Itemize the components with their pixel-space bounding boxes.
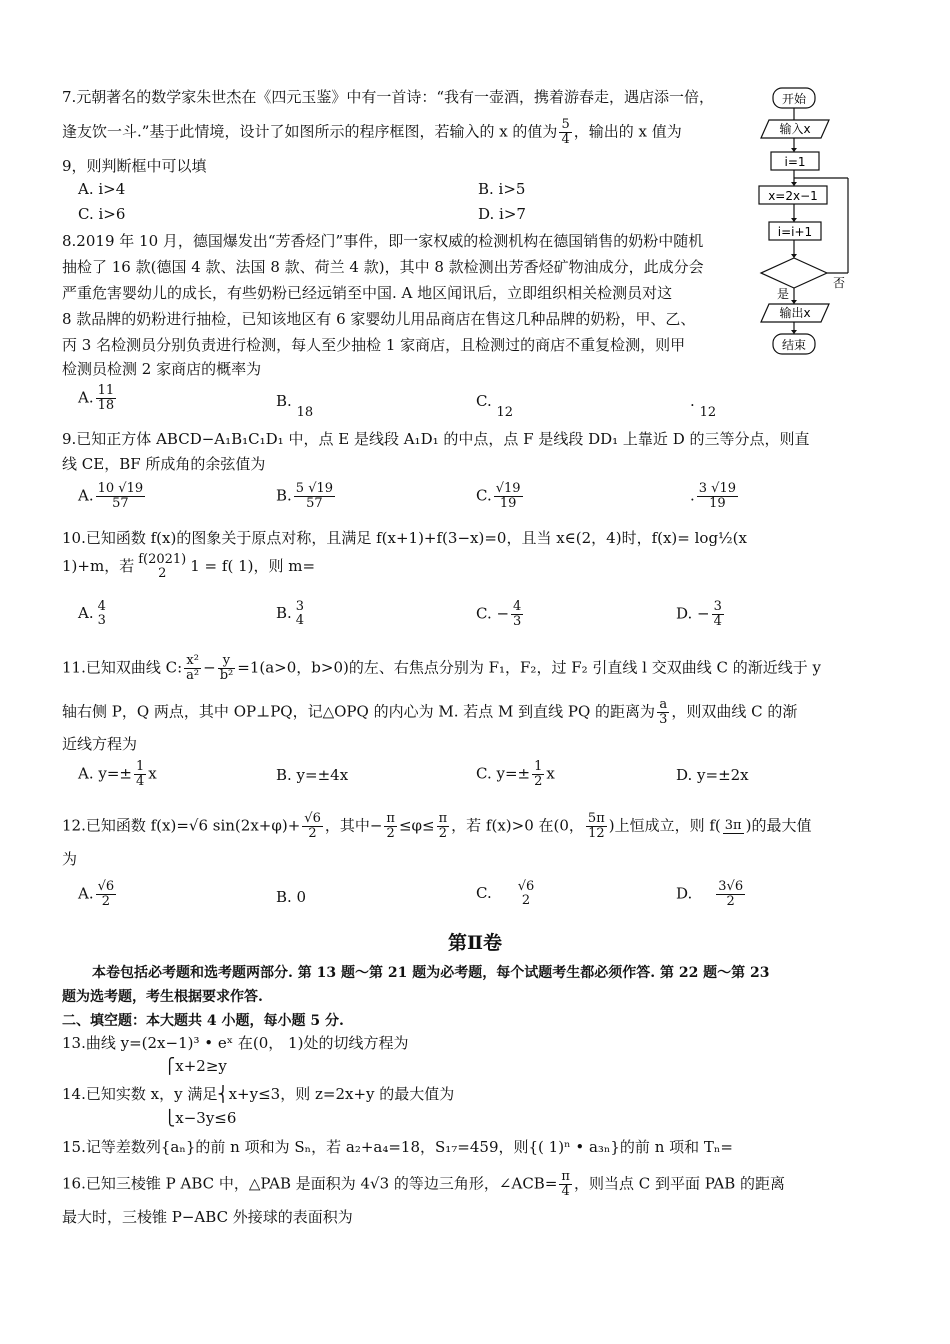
q9-option-b-label: B. [276,486,292,505]
q14-lead: 14.已知实数 x，y 满足 [62,1085,218,1103]
q12-option-a-label: A. [78,884,94,903]
flow-yes-label: 是 [776,287,790,301]
q9-option-b-den: 57 [306,496,323,511]
q12-option-c-fraction [516,880,537,908]
q12-option-d-fraction [716,880,745,909]
flow-step1-label: x=2x−1 [768,189,818,203]
q11-x-den: a² [186,668,200,683]
q8-option-c-den: 12 [496,405,514,420]
q12-option-c [476,880,538,908]
q10-line2-a: 1)+m，若 [62,557,135,575]
q11-option-b: B. y=±4x [276,766,349,784]
q7-input-fraction [559,118,571,147]
q9-line1: 9.已知正方体 ABCD−A₁B₁C₁D₁ 中，点 E 是线段 A₁D₁ 的中点，点 F 是线段 DD₁ 上靠近 D 的三等分点，则直 [62,430,810,448]
q10-option-b-fraction [294,600,306,628]
q9-option-d-fraction [697,482,738,511]
q9-option-c-label: C. [476,486,492,505]
q8-option-d-den: 12 [699,405,717,420]
q7-line2-a: 逢友饮一斗.”基于此情境，设计了如图所示的程序框图，若输入的 x 的值为 [62,122,558,141]
q12-line1 [62,812,811,841]
flow-init-label: i=1 [784,155,806,169]
program-flowchart [755,82,865,362]
flow-end-label: 结束 [781,338,807,352]
q12-interval-den: 12 [588,826,605,841]
q11-x-num: x² [184,654,201,669]
q11-y-fraction [218,654,236,683]
q9-line2: 线 CE，BF 所成角的余弦值为 [62,455,266,473]
q12-line1-d: ，若 f(x)>0 在(0， [451,816,584,835]
q10-option-a-num: 4 [97,599,106,614]
q12-line1-e: )上恒成立，则 f( [608,816,721,835]
q11-line1-a: 11.已知双曲线 C: [62,658,183,677]
q16-line1-a: 16.已知三棱锥 P ABC 中，△PAB 是面积为 4√3 的等边三角形，∠ACB= [62,1174,558,1193]
q11-line2 [62,698,797,727]
q12-option-b: B. 0 [276,888,307,906]
q9-option-a-den: 57 [112,496,129,511]
q12-f-fraction [302,812,323,841]
q11-dist-den: 3 [659,712,668,727]
q12-phi-left-fraction [384,812,397,841]
q7-option-d: D. i>7 [478,205,526,223]
q10-line2 [62,553,315,581]
q10-option-b-den: 4 [295,613,305,628]
q8-option-a-den: 18 [97,398,115,413]
q10-option-b [276,600,308,628]
q16-angle-num: π [561,1169,570,1184]
q8-option-a-num: 11 [97,383,115,398]
q10-option-d-den: 4 [713,614,722,629]
q11-y-den: b² [219,668,234,683]
q13-text: 13.曲线 y=(2x−1)³ • eˣ 在(0， 1)处的切线方程为 [62,1034,409,1052]
q10-frac-num: f(2021) [138,552,187,567]
q10-option-a-den: 3 [97,613,106,628]
q12-f-den: 2 [308,826,317,841]
q11-option-c-fraction [532,760,544,789]
q7-line3: 9，则判断框中可以填 [62,157,207,175]
q10-option-a [78,600,110,628]
q9-option-c-den: 19 [499,496,517,511]
q12-line1-a: 12.已知函数 f(x)=√6 sin(2x+φ)+ [62,816,301,835]
q12-line1-c: ≤φ≤ [398,816,435,835]
q12-phi-left-num: π [386,811,395,826]
q10-option-c-num: 4 [513,599,522,614]
q8-option-a-fraction [96,384,117,413]
q14-constraint-2: x+y≤3 [228,1085,281,1103]
q9-option-d [690,482,740,511]
q8-option-b [276,392,314,420]
flow-no-label: 否 [832,276,846,290]
q8-option-b-den: 18 [296,405,314,420]
q9-option-c-num: √19 [495,481,521,496]
q8-option-d-label: . [690,392,695,410]
q8-option-b-label: B. [276,392,292,410]
q10-option-a-fraction [96,600,108,628]
q9-option-d-den: 19 [709,496,726,511]
q9-option-b [276,482,337,511]
q7-line1: 7.元朝著名的数学家朱世杰在《四元玉鉴》中有一首诗：“我有一壶酒，携着游春走，遇店添一倍， [62,88,714,106]
q10-option-c-label: C. − [476,604,510,623]
q11-option-a [78,760,157,789]
q8-line6: 检测员检测 2 家商店的概率为 [62,360,262,378]
q14-constraint-3: ⎩x−3y≤6 [164,1109,237,1127]
q12-option-d-den: 2 [726,894,735,909]
q16-line1-b: ，则当点 C 到平面 PAB 的距离 [573,1174,786,1193]
q10-option-a-label: A. [78,604,94,622]
q8-option-d [690,392,717,420]
flow-input-label: 输入x [779,122,811,136]
q10-option-c [476,600,525,629]
q12-option-c-label: C. [476,884,492,902]
q9-option-a [78,482,147,511]
q12-line1-f: )的最大值 [745,816,812,835]
q12-option-a-num: √6 [97,879,115,894]
q15-text: 15.记等差数列{aₙ}的前 n 项和为 Sₙ，若 a₂+a₄=18，S₁₇=459，则{( 1)ⁿ • a₃ₙ}的前 n 项和 Tₙ= [62,1138,733,1156]
q9-option-a-num: 10 √19 [97,481,144,496]
q12-interval-num: 5π [587,811,605,826]
q7-input-num: 5 [561,117,570,132]
q9-option-d-num: 3 √19 [698,481,737,496]
q12-option-c-num: √6 [517,879,535,894]
q10-option-c-fraction [511,600,523,629]
q7-input-den: 4 [561,132,570,147]
q7-option-a: A. i>4 [78,180,126,198]
q12-option-d-num: 3√6 [718,879,744,894]
q7-line2 [62,118,682,147]
q12-phi-left-den: 2 [386,826,395,841]
q10-option-d-num: 3 [713,599,722,614]
q12-option-a-den: 2 [101,894,111,909]
q12-phi-right-den: 2 [438,826,448,841]
q8-option-a [78,384,118,413]
q10-frac-den: 2 [158,566,167,581]
q8-line5: 丙 3 名检测员分别负责进行检测，每人至少抽检 1 家商店，且检测过的商店不重复检测，则甲 [62,336,686,354]
q10-fraction [136,553,188,581]
q11-option-c-label: C. y=± [476,764,531,783]
flow-output-label: 输出x [779,306,811,320]
q10-option-c-den: 3 [513,614,522,629]
q11-option-c [476,760,555,789]
q8-option-c [476,392,514,420]
q9-option-a-label: A. [78,486,94,505]
q12-arg-num: 3π [724,818,742,833]
q10-option-d-label: D. − [676,604,710,623]
q11-line3: 近线方程为 [62,735,138,753]
q11-option-a-tail: x [148,764,157,783]
q14-constraint-1: ⎧x+2≥y [164,1057,227,1075]
flow-decision-node [761,258,827,288]
q10-line2-b: 1 = f( 1)，则 m= [190,557,316,575]
q10-option-d [676,600,726,629]
q9-option-c-fraction [494,482,523,511]
q12-option-a [78,880,118,909]
q8-option-c-label: C. [476,392,492,410]
q11-minus: − [203,658,216,677]
q11-line2-b: ，则双曲线 C 的渐 [671,702,798,721]
q9-option-a-fraction [96,482,146,511]
q14-tail: ，则 z=2x+y 的最大值为 [280,1085,455,1103]
q11-option-c-den: 2 [534,774,543,789]
q16-angle-fraction [559,1170,572,1199]
q12-phi-right-num: π [438,811,448,826]
q12-line2: 为 [62,850,78,868]
q11-line2-a: 轴右侧 P，Q 两点，其中 OP⊥PQ，记△OPQ 的内心为 M. 若点 M 到直线 PQ 的距离为 [62,702,656,721]
q11-line1-b: =1(a>0，b>0)的左、右焦点分别为 F₁，F₂，过 F₂ 引直线 l 交双曲线 C 的渐近线于 y [237,658,821,677]
part2-note-line2: 题为选考题，考生根据要求作答. [62,989,263,1005]
q16-angle-den: 4 [561,1184,570,1199]
q12-phi-right-fraction [437,812,450,841]
q10-line1: 10.已知函数 f(x)的图象关于原点对称，且满足 f(x+1)+f(3−x)=0，且当 x∈(2，4)时，f(x)= log½(x [62,529,747,547]
q14-constraint-1-text: x+2≥y [175,1057,227,1075]
q9-option-b-num: 5 √19 [295,481,334,496]
q7-option-b: B. i>5 [478,180,526,198]
q11-dist-num: a [657,698,669,713]
section-fill-in-blank: 二、填空题：本大题共 4 小题，每小题 5 分. [62,1013,344,1029]
q11-line1 [62,654,821,683]
q8-line3: 严重危害婴幼儿的成长，有些奶粉已经远销至中国. A 地区闻讯后，立即组织相关检测员对这 [62,284,673,302]
part2-title: 第Ⅱ卷 [447,932,502,954]
q9-option-d-label: . [690,486,695,505]
q12-option-d-label: D. [676,884,693,903]
q11-option-c-num: 1 [534,759,543,774]
flow-step2-label: i=i+1 [777,225,813,239]
q11-option-a-fraction [134,760,146,789]
q10-option-b-label: B. [276,604,292,622]
q11-option-a-num: 1 [135,759,145,774]
q7-option-c: C. i>6 [78,205,126,223]
q12-option-a-fraction [96,880,117,909]
q11-y-num: y [218,654,236,669]
q8-option-a-label: A. [78,388,94,407]
part2-note-line1: 本卷包括必考题和选考题两部分. 第 13 题～第 21 题为必考题，每个试题考生都必须作答. 第 22 题～第 23 [92,965,770,981]
q12-option-d [676,880,747,909]
q8-line2: 抽检了 16 款(德国 4 款、法国 8 款、荷兰 4 款)，其中 8 款检测出芳香烃矿物油成分，此成分会 [62,258,704,276]
q10-option-d-fraction [712,600,724,629]
q12-line1-b: ，其中− [324,816,383,835]
q7-line2-b: ，输出的 x 值为 [573,122,682,141]
q14-line: 14.已知实数 x，y 满足⎨x+y≤3，则 z=2x+y 的最大值为 [62,1085,455,1103]
q10-option-b-num: 3 [295,599,305,614]
q11-dist-fraction [657,698,669,727]
q12-interval-fraction [586,812,607,841]
q11-option-a-label: A. y=± [78,764,132,783]
q12-f-num: √6 [304,811,321,826]
q11-x-fraction [184,654,201,683]
q11-option-d: D. y=±2x [676,766,749,784]
q12-arg-fraction [723,819,744,834]
q11-option-c-tail: x [546,764,555,783]
q8-line1: 8.2019 年 10 月，德国爆发出“芳香烃门”事件，即一家权威的检测机构在德国销售的奶粉中随机 [62,232,704,250]
q11-option-a-den: 4 [135,774,145,789]
q9-option-b-fraction [294,482,335,511]
q16-line2: 最大时，三棱锥 P−ABC 外接球的表面积为 [62,1208,353,1226]
flow-start-label: 开始 [781,92,807,106]
q16-line1 [62,1170,785,1199]
q9-option-c [476,482,525,511]
q8-line4: 8 款品牌的奶粉进行抽检，已知该地区有 6 家婴幼儿用品商店在售这几种品牌的奶粉，甲、乙、 [62,310,696,328]
q14-constraint-3-text: x−3y≤6 [175,1109,237,1127]
q12-option-c-den: 2 [521,893,531,908]
